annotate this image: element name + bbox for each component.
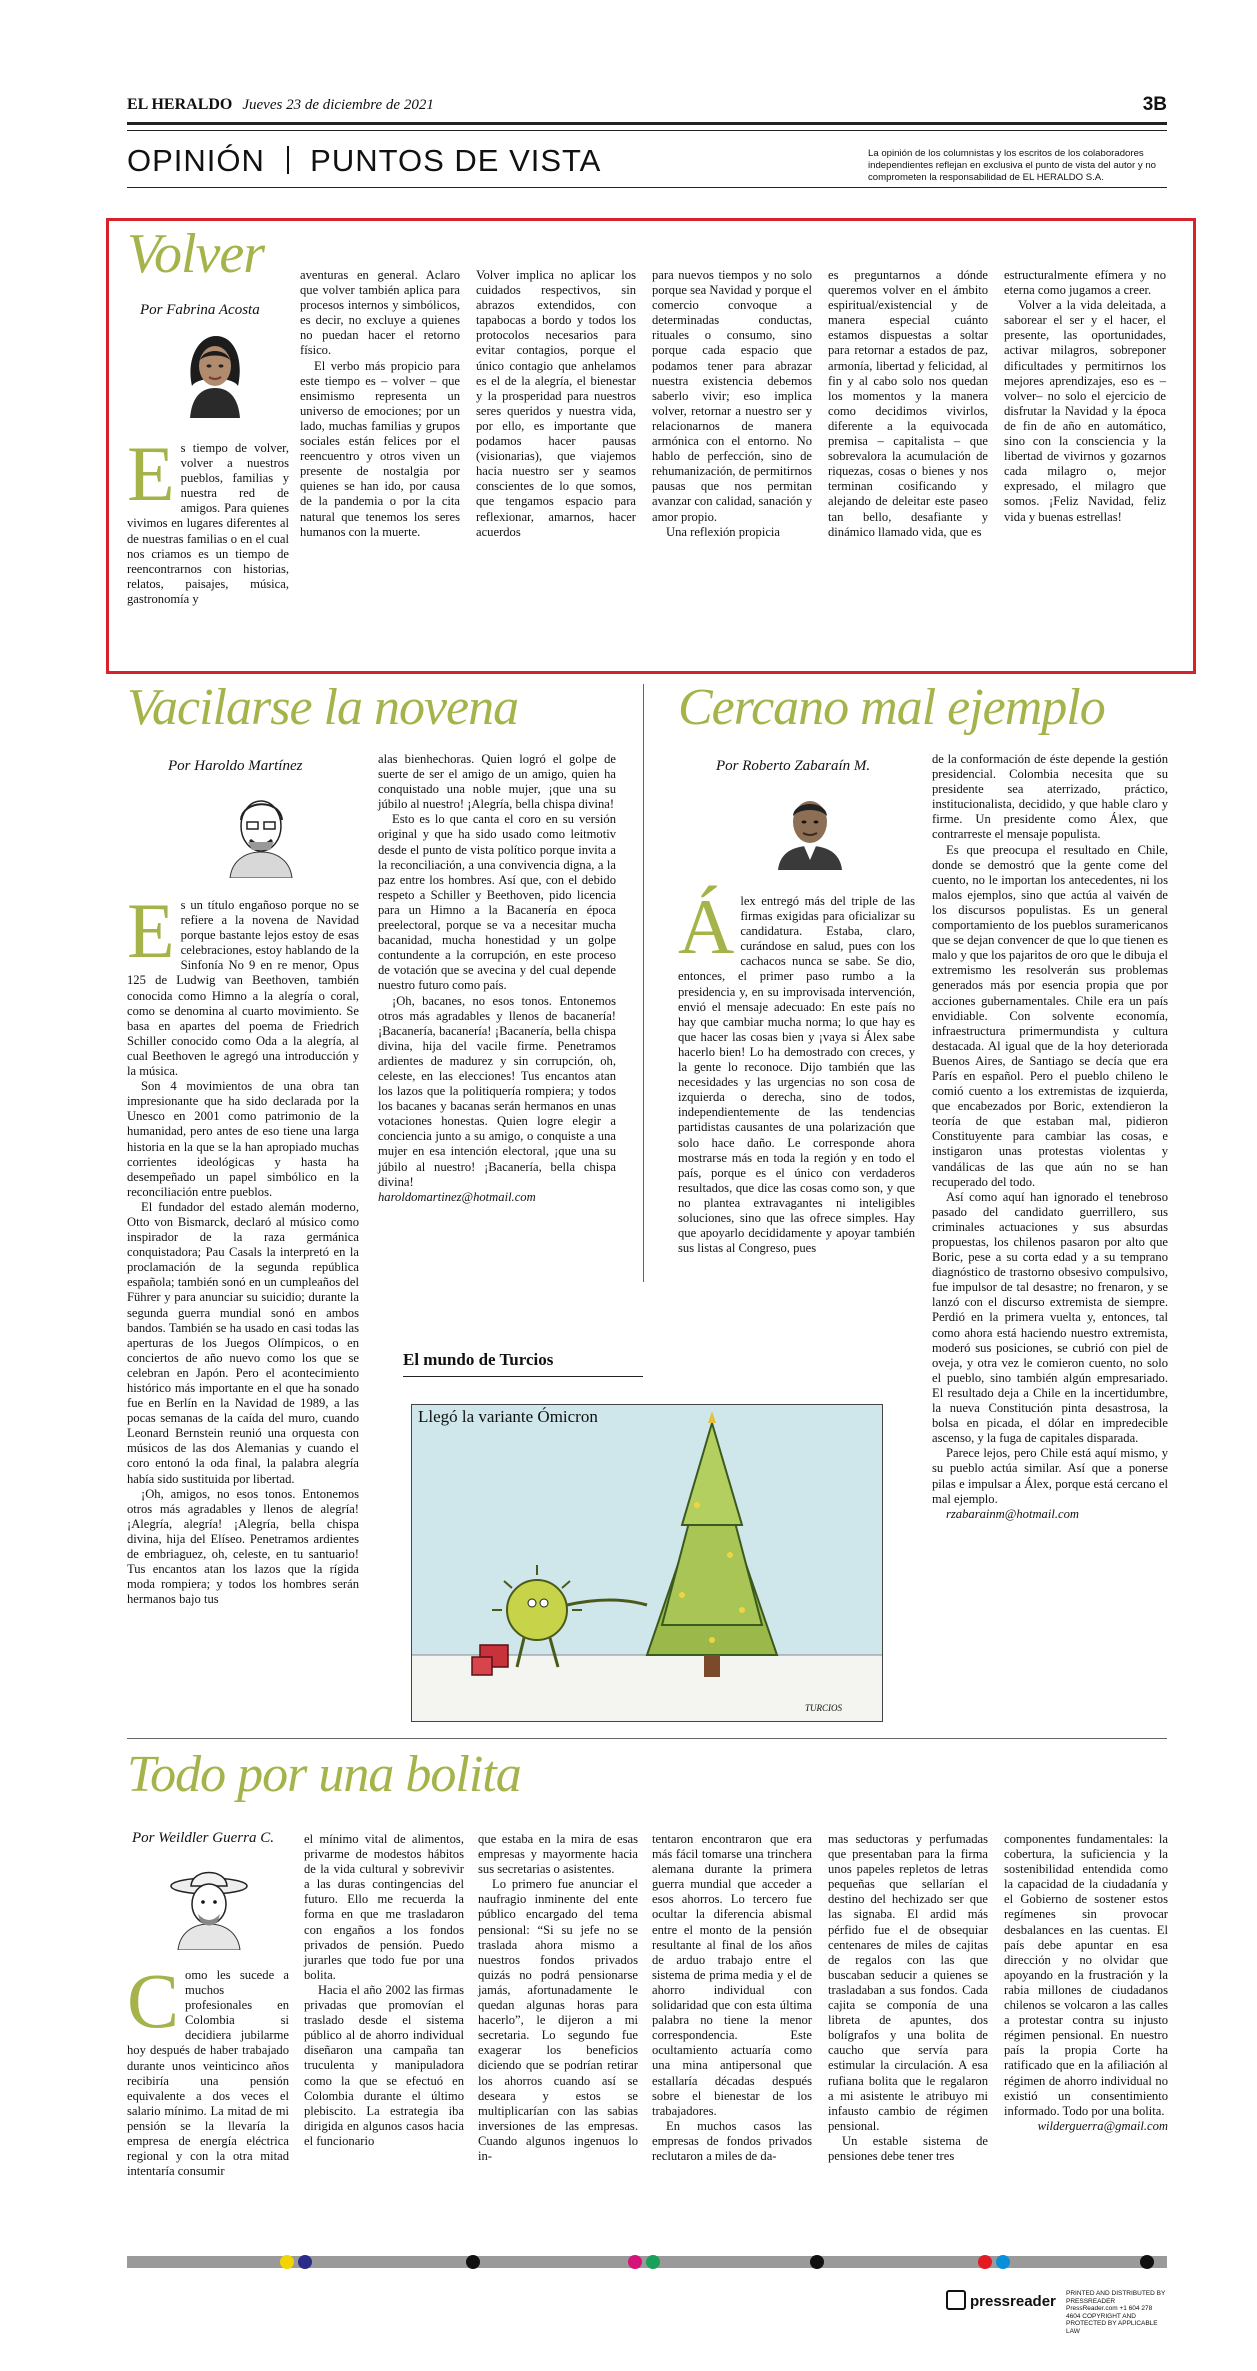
article-volver-text-2b: El verbo más propicio para este tiempo es – volver – que ensimismo representa un universo de emociones; por un lado, muchas familias y grupos sociales están felices por el reencuentro y otros viven un presente de nostalgia por quienes se han ido, por causa de la pandemia o por la cita natural que tenemos los seres humanos con la muerte. [300,358,460,539]
article-cercano-col1 [678,883,915,1256]
article-cercano-text-2c: Así como aquí han ignorado el tenebroso pasado del candidato guerrillero, sus criminales actuaciones y sus absurdas propuestas, los chilenos pasaron por alto que Boric, pese a su corta edad y a su temprano diagnóstico de trastorno obsesivo compulsivo, fue impulsor de tal desastre; no frenaron, y se lanzó con el discurso extremista de siempre. Perdió en la primera vuelta y, entonces, tal como ahora está haciendo nuestro extremista, moderó sus posiciones, se cubrió con piel de oveja, y otra vez le comieron cuento, no solo el pueblo, sino también algún empresariado. El resultado deja a Chile en la incertidumbre, la nueva Constitución pinta desastrosa, la bolsa en picada, el dólar en impredecible ascenso, y la fuga de capitales disparada. [932,1189,1168,1446]
article-volver-text-6: estructuralmente efímera y no eterna como jugamos a creer. [1004,268,1166,298]
article-novena-text-1: s un título engañoso porque no se refiere a la novena de Navidad porque bastante lejos estoy de esas celebraciones, estoy hablando de la Sinfonía No 9 en re menor, Opus 125 de Ludwig van Beethoven, también conocida como Himno a la alegría o coral, como se denomina al cuarto movimiento. Se basa en apartes del poema de Friedrich Schiller conocido como Oda a la alegría, al cual Beethoven le agregó una introducción y la música. [127,898,359,1079]
article-bolita-col6 [1004,1832,1168,2134]
article-bolita-email: wilderguerra@gmail.com [1037,2118,1168,2133]
article-novena-col1 [127,887,359,1607]
article-cercano-text-2b: Es que preocupa el resultado en Chile, donde se demostró que la gente come del cuento, no le importan los antecedentes, ni los malos ejemplos, sino que actúa al vaivén de los discursos populistas. Es un general comportamiento de los pueblos suramericanos que se dejan convencer de que lo que tienen es malo y que los pajaritos de oro que le dibuja el extremismo les resolverán sus problemas generados más por esencia propia que por acciones gubernamentales. Chile era un país envidiable. Con solvente economía, infraestructura primermundista y cultura destacada. Al igual que de la hoy deteriorada Buenos Aires, de Santiago se decía que era París en español. Pero el pueblo chileno le comió cuento a los extremistas de izquierda, que encabezados por Boric, extendieron la teoría de que estaban mal, pidieron Constituyente para cambiar las cosas, e instigaron unas protestas violentas y vandálicas de las que aún no se han recuperado del todo. [932,842,1168,1189]
article-volver-col4 [652,268,812,540]
paper-name: EL HERALDO [127,96,233,113]
article-novena-text-2b: Esto es lo que canta el coro en su versión original y que ha sido usado como leitmotiv desde el punto de vista político porque invita a la reconciliación, a una convivencia digna, a la paz entre los hombres. Así que, con el debido respeto a Schiller y Beethoven, pido licencia para un Himno a la Bacanería en época preelectoral, porque se va a necesitar mucha bacanidad, mucha honestidad y un golpe contundente a la corrupción, en este proceso de votación que se avecina y del cual depende nuestro futuro como país. [378,812,616,993]
article-volver-col1 [127,430,289,607]
article-novena-text-2: alas bienhechoras. Quien logró el golpe de suerte de ser el amigo de un amigo, quien ha conquistado una noble mujer, ¡que una su júbilo al nuestro! ¡Alegría, bella chispa divina! [378,752,616,812]
article-cercano-email: rzabarainm@hotmail.com [946,1506,1079,1521]
article-separator [127,1738,1167,1739]
article-novena-byline: Por Haroldo Martínez [168,758,303,774]
article-volver-text-5: es preguntarnos a dónde queremos volver en el ámbito espiritual/existencial y de manera especial cuánto estamos dispuestas a soltar para retornar a estados de paz, armonía, libertad y felicidad, al fin y al cabo solo nos quedan los momentos y la manera como decidimos vivirlos, diferente a la equivocada premisa – capitalista – que sobrevalora la acumulación de riquezas, cosas o bienes y nos terminan cosificando y alejando de deleitar este paseo tan bello, desafiante y dinámico llamado vida, que es [828,268,988,539]
article-cercano-text-2: de la conformación de éste depende la gestión presidencial. Colombia necesita que su presidente sea aterrizado, práctico, institucionalista, decidido, y que hable claro y firme. Un presidente como Álex, que contrarreste el mensaje populista. [932,752,1168,842]
article-volver-col5 [828,268,988,540]
article-volver-text-1: s tiempo de volver, volver a nuestros pueblos, familias y nuestra red de amigos. Para quienes vivimos en lugares diferentes al de nuestras familias o en el cual nos criamos es un tiempo de reencontrarnos con historias, relatos, paisajes, música, gastronomía y [127,441,289,606]
section-title-left: OPINIÓN [127,143,265,178]
article-bolita-text-4b: En muchos casos las empresas de fondos privados reclutaron a miles de da- [652,2118,812,2163]
article-volver-title: Volver [127,223,265,285]
pressreader-fine-print: PRINTED AND DISTRIBUTED BY PRESSREADER PressReader.com +1 604 278 4604 COPYRIGHT AND PROTECTED BY APPLICABLE LAW [1066,2290,1166,2335]
section-divider [287,146,289,174]
cartoon-rule [403,1376,643,1377]
article-volver-text-3: Volver implica no aplicar los cuidados respectivos, sin abrazos extendidos, con tapabocas a bordo y todos los protocolos necesarios para evitar contagios, porque el único contagio que anhelamos es el de la alegría, el bienestar y la prosperidad para nuestros seres queridos y nuestra vida, por ello, es importante que podamos hacer pausas (visionarias), que viajemos hacia nuestro ser y seamos conscientes de lo que somos, que tengamos espacio para reflexionar, amarnos, hacer acuerdos [476,268,636,539]
article-volver-text-4: para nuevos tiempos y no solo porque sea Navidad y porque el comercio convoque a determinadas conductas, rituales o consumo, sino porque cada espacio que podamos tener para abrazar nuestra existencia debemos saberlo vivir; eso implica volver, retornar a nuestro ser y relacionarnos de manera armónica con el entorno. No hablo de perfección, sino de rehumanización, de permitirnos pausas que nos permitan avanzar con calidad, sanación y amor propio. [652,268,812,524]
article-bolita-col5 [828,1832,988,2164]
author-portrait-haroldo [218,784,304,878]
cartoon-caption: Llegó la variante Ómicron [418,1407,598,1426]
article-cercano-text-2d: Parece lejos, pero Chile está aquí mismo, y su pueblo actúa similar. Así que a ponerse pilas e impulsar a Álex, porque está cercano el mal ejemplo. [932,1446,1168,1506]
article-bolita-text-2: el mínimo vital de alimentos, privarme de modestos hábitos de la vida cultural y sobrevivir a las duras contingencias del futuro. Ello me recuerda la forma en que me trasladaron con engaños a los fondos privados de pensión. Puedo jurarles que todo fue por una bolita. [304,1832,464,1982]
article-bolita-text-3b: Lo primero fue anunciar el naufragio inminente del ente público encargado del tema pensional: “Si su jefe no se traslada ahora mismo a nuestros fondos privados quizás no podrá pensionarse jamás, afortunadamente le quedan algunas horas para hacerlo”, le dijeron a mi secretaria. Lo segundo fue exagerar los beneficios diciendo que se podrían retirar los ahorros cuando así se deseara y estos se multiplicarían con las sabias inversiones de las empresas. Cuando algunos ingenuos lo in- [478,1877,638,2163]
article-bolita-text-5b: Un estable sistema de pensiones debe tener tres [828,2133,988,2163]
article-volver-col3 [476,268,636,540]
pressreader-logo [946,2290,1056,2314]
article-volver-col2 [300,268,460,540]
article-bolita-text-1: omo les sucede a muchos profesionales en Colombia si decidiera jubilarme hoy después de haber trabajado durante unos veinticinco años recibiría una pensión equivalente a dos veces el salario mínimo. La mitad de mi pensión se la llevaría la empresa de energía eléctrica regional y con la otra mitad intentaría consumir [127,1968,289,2179]
section-title [127,143,601,183]
cartoon-frame [411,1404,883,1722]
article-cercano-col2 [932,752,1168,1522]
issue-date: Jueves 23 de diciembre de 2021 [242,97,434,113]
page-number: 3B [1142,94,1167,115]
cartoon-signature: TURCIOS [804,1703,842,1713]
article-bolita-text-3: que estaba en la mira de esas empresas y mayormente hacia sus secretarias o asistentes. [478,1832,638,1877]
article-novena-text-2c: ¡Oh, bacanes, no esos tonos. Entonemos otros más agradables y llenos de bacanería! ¡Bacanería, bacanería! ¡Bacanería, bella chispa divina, hija del vacile firme. Penetramos ardientes de madurez y sin corrupción, oh, celeste, en las elecciones! Tus encantos atan los lazos que la politiquería rompiera; y todos los bacanes y bacanas serán hermanos en unas votaciones honestas. Quien logre elegir a conciencia junto a su amigo, o conquiste a una mujer en esa intención electoral, ¡que una su júbilo al nuestro! ¡Bacanería, bella chispa divina! [378,993,616,1189]
article-cercano-dropcap: Á [678,883,735,970]
pressreader-icon [946,2290,966,2310]
article-novena-text-1d: ¡Oh, amigos, no esos tonos. Entonemos otros más agradables y llenos de alegría! ¡Alegría, alegría! ¡Alegría, bella chispa divina, hija del Elíseo. Penetramos ardientes de embriaguez, oh, celeste, en tu santuario! Tus encantos atan los lazos que la rígida moda rompiera; y todos los hombres serán hermanos bajo tus [127,1486,359,1607]
masthead-rule-thin [127,130,1167,131]
article-novena-col2 [378,752,616,1205]
article-novena-dropcap: E [127,887,175,974]
author-portrait-weildler [166,1858,252,1950]
article-volver-col6 [1004,268,1166,525]
article-bolita-text-2b: Hacia el año 2002 las firmas privadas que promovían el traslado desde el sistema público al de ahorro individual diseñaron una campaña tan truculenta y manipuladora como la que se efectuó en Colombia durante el último plebiscito. La estrategia iba dirigida en algunos casos hacia el funcionario [304,1982,464,2148]
article-bolita-col1 [127,1957,289,2179]
article-volver-byline: Por Fabrina Acosta [140,302,260,318]
article-bolita-title: Todo por una bolita [127,1746,521,1803]
registration-marks [127,2253,1167,2271]
cartoon-section-title: El mundo de Turcios [403,1350,554,1369]
article-volver-text-6b: Volver a la vida deleitada, a saborear el ser y el hacer, el presente, las oportunidades, activar milagros, sobreponer dificultades y permitirnos los mejores aprendizajes, eso es – volver– no solo el ejercicio de disfrutar la Navidad y la época de fin de año en automático, sino con la consciencia y la libertad de vivirnos y gozarnos cada milagro o, mejor expresado, el milagro que somos. ¡Feliz Navidad, feliz vida y buenas estrellas! [1004,298,1166,524]
article-novena-title: Vacilarse la novena [127,679,519,736]
article-volver-text-2: aventuras en general. Aclaro que volver también aplica para procesos internos y simbólicos, es decir, no excluye a quienes no puedan hacer el retorno físico. [300,268,460,358]
article-cercano-title: Cercano mal ejemplo [678,679,1105,736]
article-cercano-text-1: lex entregó más del triple de las firmas exigidas para oficializar su candidatura. Estaba, claro, curándose en salud, pues con los cachacos nunca se sabe. Se dio, entonces, el primer paso rumbo a la presidencia y, en su improvisada intervención, envió el mensaje adecuado: En este país no hay que cambiar mucha norma; lo que hay es que hacer las cosas bien y ¡vaya si Álex sabe hacerlo bien! Lo ha demostrado con creces, y la gente lo reconoce. Dijo también que las necesidades y las urgencias no son cosa de izquierda o derecha, sino de todos, independientemente de las tendencias partidistas causantes de una polarización que solo hace daño. Le corresponde ahora mostrarse más en toda la región y en todo el país, porque es el único con verdaderos resultados, que dice las cosas como son, y que no plantea extravagantes ni inteligibles soluciones, sino que las ofrece simples. Hay que apoyarlo decididamente y apoyar también sus listas al Congreso, pues [678,894,915,1256]
cartoon-illustration [412,1405,882,1721]
article-novena-email: haroldomartinez@hotmail.com [378,1189,536,1204]
section-title-right: PUNTOS DE VISTA [310,143,602,178]
column-divider [643,684,644,1282]
pressreader-name: pressreader [970,2293,1056,2310]
article-bolita-text-6: componentes fundamentales: la cobertura, la suficiencia y la sostenibilidad entendida como la capacidad de la ciudadanía y el Gobierno de sostener estos regímenes sin provocar desbalances en las cuentas. El país debe apuntar en esa dirección y no olvidar que apoyando en la frustración y la rabia millones de ciudadanos chilenos se volcaron a las calles a protestar contra su injusto régimen pensional. En nuestro país la propia Corte ha ratificado que en la afiliación al régimen de ahorro individual no existió un consentimiento informado. Todo por una bolita. [1004,1832,1168,2118]
article-bolita-col4 [652,1832,812,2164]
article-bolita-text-5: mas seductoras y perfumadas que presentaban para la firma unos papeles repletos de letras pequeñas que sellarían el destino del hechizado ser que las signaba. El ardid más pérfido fue el de obsequiar centenares de miles de cajitas de regalos con las que buscaban seducir a quienes se trasladaban a sus fondos. Cada cajita se componía de una libreta de apuntes, dos bolígrafos y una bolita de caucho que servía para estimular la circulación. A esa rufiana bolita que le regalaron a mi asistente le atribuyo mi infausto cambio de régimen pensional. [828,1832,988,2133]
author-portrait-roberto [770,786,850,870]
article-bolita-col2 [304,1832,464,2149]
masthead-rule [127,122,1167,125]
article-bolita-col3 [478,1832,638,2164]
disclaimer: La opinión de los columnistas y los escritos de los colaboradores independientes reflejan en exclusiva el punto de vista del autor y no comprometen la responsabilidad de EL HERALDO S.A. [868,148,1157,183]
article-novena-text-1c: El fundador del estado alemán moderno, Otto von Bismarck, declaró al músico como inspirador de la raza germánica conquistadora; Pau Casals la interpretó en la proclamación de la segunda república española; también sonó en un cumpleaños del Führer y para anunciar su suicidio; durante la segunda guerra mundial sonó en ambos bandos. También se ha usado en casi todas las aperturas de los Juegos Olímpicos, o en conciertos de año nuevo como los que se celebran en Japón. Pero el acontecimiento histórico más importante en el que ha sonado fue en Berlín en la Navidad de 1989, a las pocas semanas de la caída del muro, cuando Leonard Bernstein reunió una orquesta con músicos de las dos Alemanias y cuando el coro entonó la oda final, la palabra alegría había sido sustituida por libertad. [127,1199,359,1486]
article-bolita-dropcap: C [127,1957,180,2044]
article-novena-text-1b: Son 4 movimientos de una obra tan impresionante que ha sido declarada por la Unesco en 2001 como patrimonio de la humanidad, pero antes de eso tiene una larga historia en la que se la han apropiado muchas corrientes ideológicas y hasta ha desempeñado un papel simbólico en la reconciliación entre pueblos. [127,1079,359,1199]
article-volver-dropcap: E [127,430,175,517]
article-volver-text-4b: Una reflexión propicia [666,524,780,539]
article-bolita-byline: Por Weildler Guerra C. [132,1830,274,1846]
article-cercano-byline: Por Roberto Zabaraín M. [716,758,871,774]
masthead [127,96,1167,118]
author-portrait-fabrina [172,326,258,418]
section-rule [127,187,1167,188]
article-bolita-text-4: tentaron encontraron que era más fácil tomarse una trinchera alemana durante la primera guerra mundial que acceder a esos ahorros. Lo tercero fue ocultar la diferencia abismal entre el monto de la pensión resultante al final de los años de arduo trabajo entre el sistema de prima media y el de ahorro individual con solidaridad que con esta última palabra no tiene la menor correspondencia. Este ocultamiento actuaría como una mina antipersonal que estallaría décadas después sobre el bienestar de los trabajadores. [652,1832,812,2118]
